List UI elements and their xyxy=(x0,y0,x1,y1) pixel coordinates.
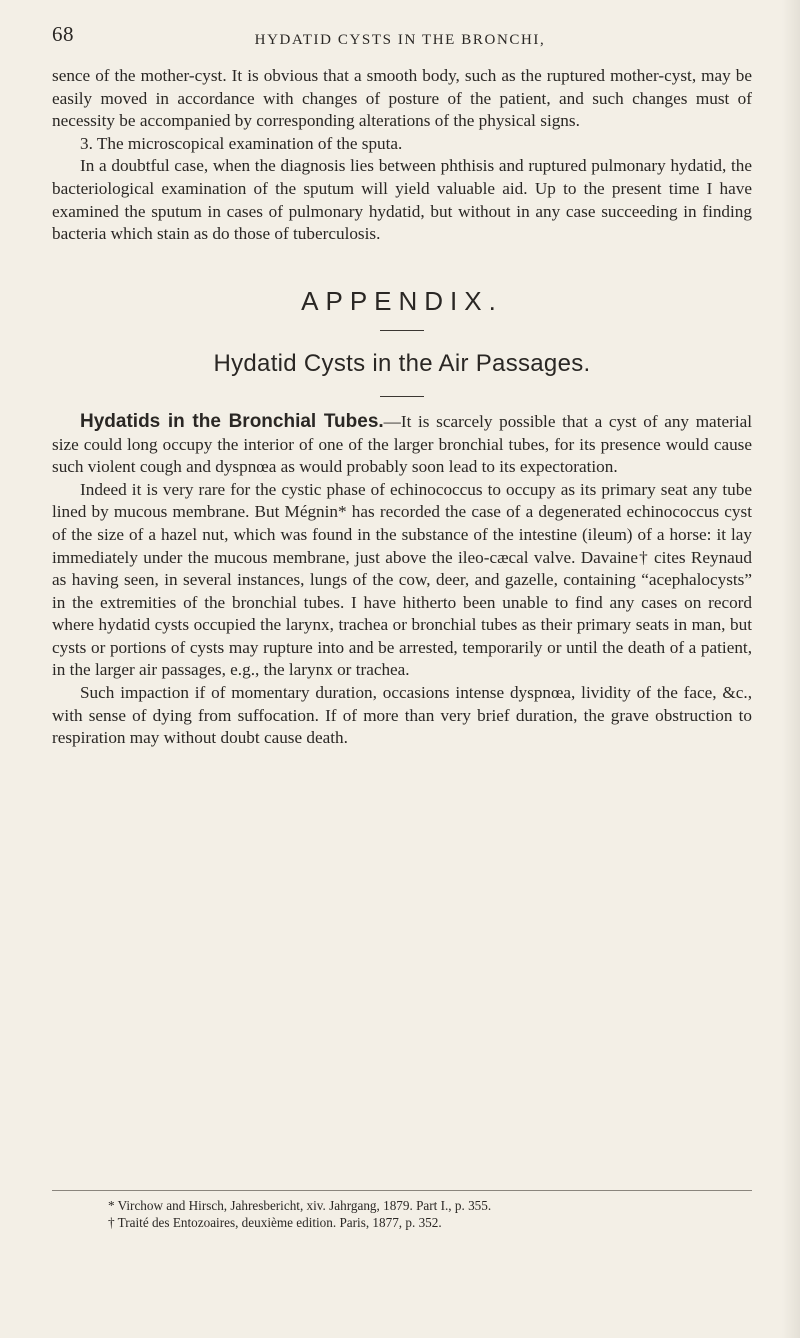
section-heading-microscopical: 3. The microscopical examination of the sputa. xyxy=(80,133,403,153)
run-in-heading: Hydatids in the Bronchial Tubes. xyxy=(80,410,384,432)
appendix-paragraph-1 xyxy=(52,411,752,479)
appendix-paragraph-2: Indeed it is very rare for the cystic phase of echinococcus to occupy as its primary seat any tube lined by mucous membrane. But Mégnin* has recorded the case of a degenerated echinococcus cyst of the size of a hazel nut, which was found in the substance of the intestine (ileum) of a horse: it lay immediately under the mucous membrane, just above the ileo-cæcal valve. Davaine† cites Reynaud as having seen, in several instances, lungs of the cow, deer, and gazelle, containing “acephalocysts” in the extremities of the bronchial tubes. I have hitherto been unable to find any cases on record where hydatid cysts occupied the larynx, trachea or bronchial tubes as their primary seats in man, but cysts or portions of cysts may rupture into and be arrested, temporarily or until the death of a patient, in the larger air passages, e.g., the larynx or trachea. xyxy=(52,479,752,680)
appendix-paragraph-3: Such impaction if of momentary duration, occasions intense dyspnœa, lividity of the face, &c., with sense of dying from suffocation. If of more than very brief duration, the grave obstruction to respiration may without doubt cause death. xyxy=(52,683,752,748)
scan-edge-shadow xyxy=(782,0,800,1338)
divider-rule xyxy=(380,396,424,397)
footnotes xyxy=(52,1190,752,1231)
paragraph-continued: sence of the mother-cyst. It is obvious that a smooth body, such as the ruptured mother-cyst, may be easily moved in accordance with changes of posture of the patient, and such changes must of necessity be accompanied by corresponding alterations of the physical signs. xyxy=(52,66,752,131)
divider-rule xyxy=(380,330,424,331)
page-number: 68 xyxy=(52,22,74,46)
footnote-2: † Traité des Entozoaires, deuxième edition. Paris, 1877, p. 352. xyxy=(108,1215,442,1230)
appendix-subtitle: Hydatid Cysts in the Air Passages. xyxy=(213,350,591,378)
paragraph-bacteriological: In a doubtful case, when the diagnosis lies between phthisis and ruptured pulmonary hydatid, the bacteriological examination of the sputum will yield valuable aid. Up to the present time I have examined the sputum in cases of pulmonary hydatid, but without in any case succeeding in finding bacteria which stain as do those of tuberculosis. xyxy=(52,156,752,244)
appendix-title: APPENDIX. xyxy=(301,285,503,316)
footnote-1: * Virchow and Hirsch, Jahresbericht, xiv. Jahrgang, 1879. Part I., p. 355. xyxy=(108,1198,492,1213)
appendix-paragraph-1-text: —It is scarcely possible that a cyst of any material size could long occupy the interior of one of the larger bronchial tubes, for its presence would cause such violent cough and dyspnœa as would probably soon lead to its expectoration. xyxy=(52,411,752,477)
running-head: HYDATID CYSTS IN THE BRONCHI, xyxy=(254,32,546,48)
main-text xyxy=(52,65,752,750)
